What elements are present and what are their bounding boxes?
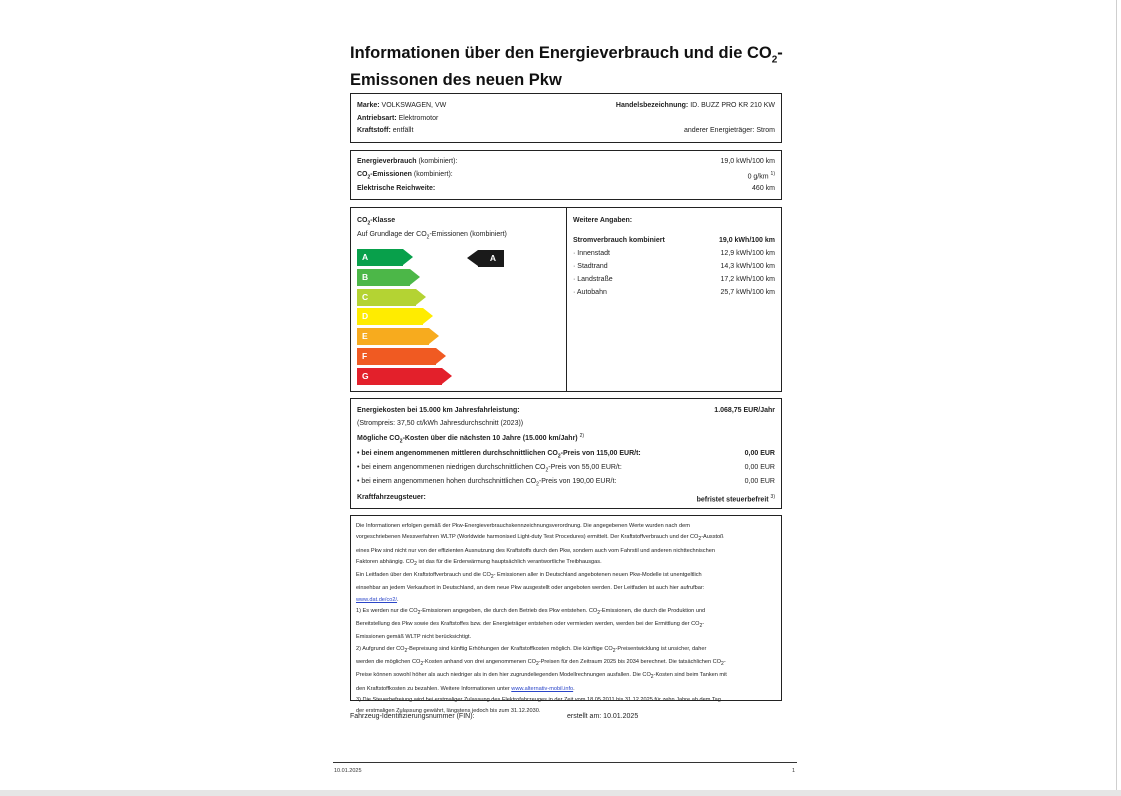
- energy-class-d-arrow: D: [357, 308, 423, 325]
- footer-date: 10.01.2025: [334, 768, 362, 774]
- mittel-label: • bei einem angenommenen mittleren durchschnittlichen CO: [357, 450, 558, 457]
- document-title: [350, 43, 790, 90]
- notes-line-end: -Preisentwicklung ist unsicher, daher: [615, 645, 707, 652]
- notes-line-mid: -Emissionen angegeben, die durch den Betrieb des Pkw entstehen. CO: [420, 607, 598, 614]
- notes-sub: 2: [612, 647, 616, 654]
- marke-value: VOLKSWAGEN, VW: [381, 102, 447, 109]
- autobahn-label: · Autobahn: [573, 289, 607, 296]
- consumption-box: [350, 150, 782, 200]
- energy-class-c-arrow: C: [357, 289, 416, 306]
- title-sub: 2: [771, 54, 778, 66]
- co2-footnote: 1): [770, 171, 775, 177]
- co2-suffix: (kombiniert):: [413, 171, 453, 178]
- energy-class-g-arrow: G: [357, 368, 442, 385]
- niedrig-post: -Preis von 55,00 EUR/t:: [548, 464, 622, 471]
- kraftstoff-value: entfällt: [392, 127, 414, 134]
- notes-sub: 2: [404, 647, 408, 654]
- viewer-page-edge: [1116, 0, 1117, 790]
- notes-sub: 2: [699, 623, 703, 630]
- kraftstoff-label: Kraftstoff:: [357, 127, 391, 134]
- dat-link[interactable]: www.dat.de/co2/: [356, 596, 398, 603]
- landstrasse-value: 17,2 kWh/100 km: [720, 276, 775, 283]
- strompreis-text: (Strompreis: 37,50 ct/kWh Jahresdurchschnitt (2023)): [357, 420, 524, 427]
- notes-line: einsehbar an jedem Verkaufsort in Deutschland, an dem neue Pkw ausgestellt oder angeboten werden. Der Leitfaden ist auch hier aufrufbar:: [356, 585, 705, 592]
- co2-label: CO: [357, 171, 368, 178]
- moegliche-post: -Kosten über die nächsten 10 Jahre (15.000 km/Jahr): [402, 435, 578, 443]
- notes-line-end: -Kosten sind beim Tanken mit: [653, 672, 727, 679]
- notes-line: eines Pkw sind nicht nur von der effizienten Ausnutzung des Kraftstoffs durch den Pkw, sondern auch vom Fahrstil und anderen nichttechnischen: [356, 547, 715, 554]
- antrieb-value: Elektromotor: [398, 115, 439, 122]
- further-details-box: [566, 207, 782, 392]
- notes-line-end: -: [702, 621, 705, 628]
- innenstadt-value: 12,9 kWh/100 km: [720, 250, 775, 257]
- notes-line-end: - Emissionen aller in Deutschland angebotenen neuen Pkw-Modelle ist unentgeltlich: [493, 572, 702, 579]
- hoch-sub: 2: [536, 481, 539, 488]
- notes-sub: 2: [414, 560, 417, 567]
- moegliche-sub: 2: [399, 438, 403, 445]
- co2-label-post: -Emissionen: [370, 171, 412, 178]
- notes-sub: 2: [597, 609, 601, 616]
- notes-sub: 2: [417, 609, 421, 616]
- vehicle-info-box: [350, 93, 782, 143]
- notes-line: Emissionen gemäß WLTP nicht berücksichtigt.: [356, 634, 472, 641]
- co2-class-box: [350, 207, 567, 392]
- co2-class-heading-sub: 2: [367, 220, 371, 227]
- footer-rule: [333, 762, 797, 763]
- notes-line: 3) Die Steuerbefreiung wird bei erstmaliger Zulassung des Elektrofahrzeuges in der Zeit vom 18.05.2011 bis 31.12.2025 für zehn Jahre ab dem Tag: [356, 696, 721, 703]
- footer-page-number: 1: [792, 768, 796, 774]
- notes-sub: 2: [698, 536, 702, 543]
- notes-line: 2) Aufgrund der CO: [356, 645, 405, 652]
- title-line1: Informationen über den Energieverbrauch und die CO: [350, 44, 772, 62]
- notes-line: Preise können sowohl höher als auch niedriger als in den hier zugrundeliegenden Modellrechnungen ausfallen. Die CO: [356, 672, 651, 679]
- energy-class-a-arrow: A: [357, 249, 403, 266]
- further-heading: Weitere Angaben:: [573, 217, 633, 224]
- landstrasse-label: · Landstraße: [573, 276, 613, 283]
- notes-line: Bereitstellung des Pkw sowie des Kraftstoffes bzw. der Energieträger entstehen oder vermieden werden, werden bei der Ermittlung der CO: [356, 621, 700, 628]
- hoch-post: -Preis von 190,00 EUR/t:: [538, 478, 617, 485]
- andere-value: Strom: [756, 127, 775, 134]
- notes-line-mid: -Bepreisung sind künftig Erhöhungen der Kraftstoffkosten möglich. Die künftige CO: [407, 645, 613, 652]
- costs-box: [350, 398, 782, 509]
- notes-sub: 2: [650, 674, 654, 681]
- strom-value: 19,0 kWh/100 km: [718, 237, 775, 244]
- co2-basis-post: -Emissionen (kombiniert): [429, 231, 507, 238]
- title-line1-end: -: [777, 44, 783, 62]
- notes-sub: 2: [490, 574, 494, 581]
- handel-value: ID. BUZZ PRO KR 210 KW: [690, 102, 775, 109]
- steuer-label: Kraftfahrzeugsteuer:: [357, 494, 426, 501]
- andere-label: anderer Energieträger:: [683, 127, 755, 134]
- co2-class-heading: CO: [357, 217, 368, 224]
- strom-label: Stromverbrauch kombiniert: [573, 237, 665, 244]
- title-line2: Emissonen des neuen Pkw: [350, 71, 562, 90]
- notes-line: Faktoren abhängig. CO: [356, 558, 415, 565]
- viewer-bottom-strip: [0, 790, 1121, 796]
- handel-label: Handelsbezeichnung:: [615, 102, 689, 109]
- reichweite-value: 460 km: [752, 185, 775, 192]
- moegliche-label: Mögliche CO: [357, 435, 400, 443]
- notes-line: 1) Es werden nur die CO: [356, 607, 418, 614]
- notes-sub: 2: [721, 661, 724, 667]
- notes-sub: 2: [536, 661, 539, 667]
- notes-line-end: ist das für die Erderwärmung hauptsächlich verantwortliche Treibhausgas.: [416, 558, 602, 565]
- energy-class-b-arrow: B: [357, 269, 410, 286]
- moegliche-footnote: 2): [579, 433, 585, 439]
- mittel-sub: 2: [557, 453, 561, 460]
- energiekosten-label: Energiekosten bei 15.000 km Jahresfahrleistung:: [357, 407, 520, 414]
- notes-text: [356, 521, 776, 717]
- co2-value: 0 g/km: [747, 173, 769, 181]
- niedrig-label: • bei einem angenommenen niedrigen durchschnittlichen CO: [357, 464, 546, 471]
- alternativ-mobil-link[interactable]: www.alternativ-mobil.info: [511, 685, 574, 692]
- erstellt-label: erstellt am: 10.01.2025: [567, 713, 639, 720]
- notes-line: den Kraftstoffkosten zu bezahlen. Weitere Informationen unter: [356, 685, 512, 692]
- notes-sub: 2: [420, 661, 424, 667]
- notes-line-end: -Ausstoß: [701, 534, 724, 541]
- energiekosten-value: 1.068,75 EUR/Jahr: [714, 407, 775, 414]
- co2-basis-sub: 2: [426, 234, 430, 241]
- energy-class-e-arrow: E: [357, 328, 429, 345]
- antrieb-label: Antriebsart:: [357, 115, 397, 122]
- stadtrand-label: · Stadtrand: [573, 263, 608, 270]
- innenstadt-label: · Innenstadt: [573, 250, 610, 257]
- energie-label: Energieverbrauch: [357, 158, 417, 165]
- notes-line: Ein Leitfaden über den Kraftstoffverbrauch und die CO: [356, 572, 491, 579]
- notes-line-end: -Emissionen, die durch die Produktion und: [600, 607, 706, 614]
- co2-label-sub: 2: [367, 174, 371, 181]
- co2-class-heading-post: -Klasse: [370, 217, 396, 224]
- fin-label: Fahrzeug-Identifizierungsnummer (FIN):: [350, 713, 475, 720]
- current-class-label: A: [489, 253, 497, 263]
- notes-line-mid: -Kosten anhand von drei angenommenen CO: [423, 658, 537, 665]
- niedrig-value: 0,00 EUR: [744, 464, 775, 471]
- niedrig-sub: 2: [545, 467, 549, 474]
- notes-line: Die Informationen erfolgen gemäß der Pkw-Energieverbrauchskennzeichnungsverordnung. Die angegebenen Werte wurden nach dem: [356, 523, 690, 529]
- notes-line-end: .: [573, 685, 575, 692]
- stadtrand-value: 14,3 kWh/100 km: [720, 263, 775, 270]
- current-class-marker: [478, 250, 504, 267]
- energy-class-f-arrow: F: [357, 348, 436, 365]
- hoch-value: 0,00 EUR: [744, 478, 775, 485]
- reichweite-label: Elektrische Reichweite:: [357, 185, 436, 192]
- autobahn-value: 25,7 kWh/100 km: [720, 289, 775, 296]
- marke-label: Marke:: [357, 102, 380, 109]
- mittel-post: -Preis von 115,00 EUR/t:: [560, 450, 641, 457]
- notes-line: vorgeschriebenen Messverfahren WLTP (Worldwide harmonised Light-duty Test Procedures) ermittelt. Der Kraftstoffverbrauch und der CO: [356, 534, 699, 541]
- energie-value: 19,0 kWh/100 km: [720, 158, 775, 165]
- notes-line: werden die möglichen CO: [356, 658, 421, 665]
- hoch-label: • bei einem angenommenen hohen durchschnittlichen CO: [357, 478, 537, 485]
- notes-line: der erstmaligen Zulassung gewährt, längstens jedoch bis zum 31.12.2030.: [356, 707, 541, 714]
- steuer-value: befristet steuerbefreit: [696, 496, 769, 504]
- energie-suffix: (kombiniert):: [418, 158, 458, 165]
- co2-basis: Auf Grundlage der CO: [357, 231, 427, 238]
- notes-line-end: .: [397, 596, 399, 603]
- notes-line-mid: -Preisen für den Zeitraum 2025 bis 2034 berechnet. Die tatsächlichen CO: [538, 658, 722, 665]
- notes-line-end: -: [723, 658, 726, 665]
- steuer-footnote: 3): [770, 494, 775, 500]
- mittel-value: 0,00 EUR: [744, 450, 775, 457]
